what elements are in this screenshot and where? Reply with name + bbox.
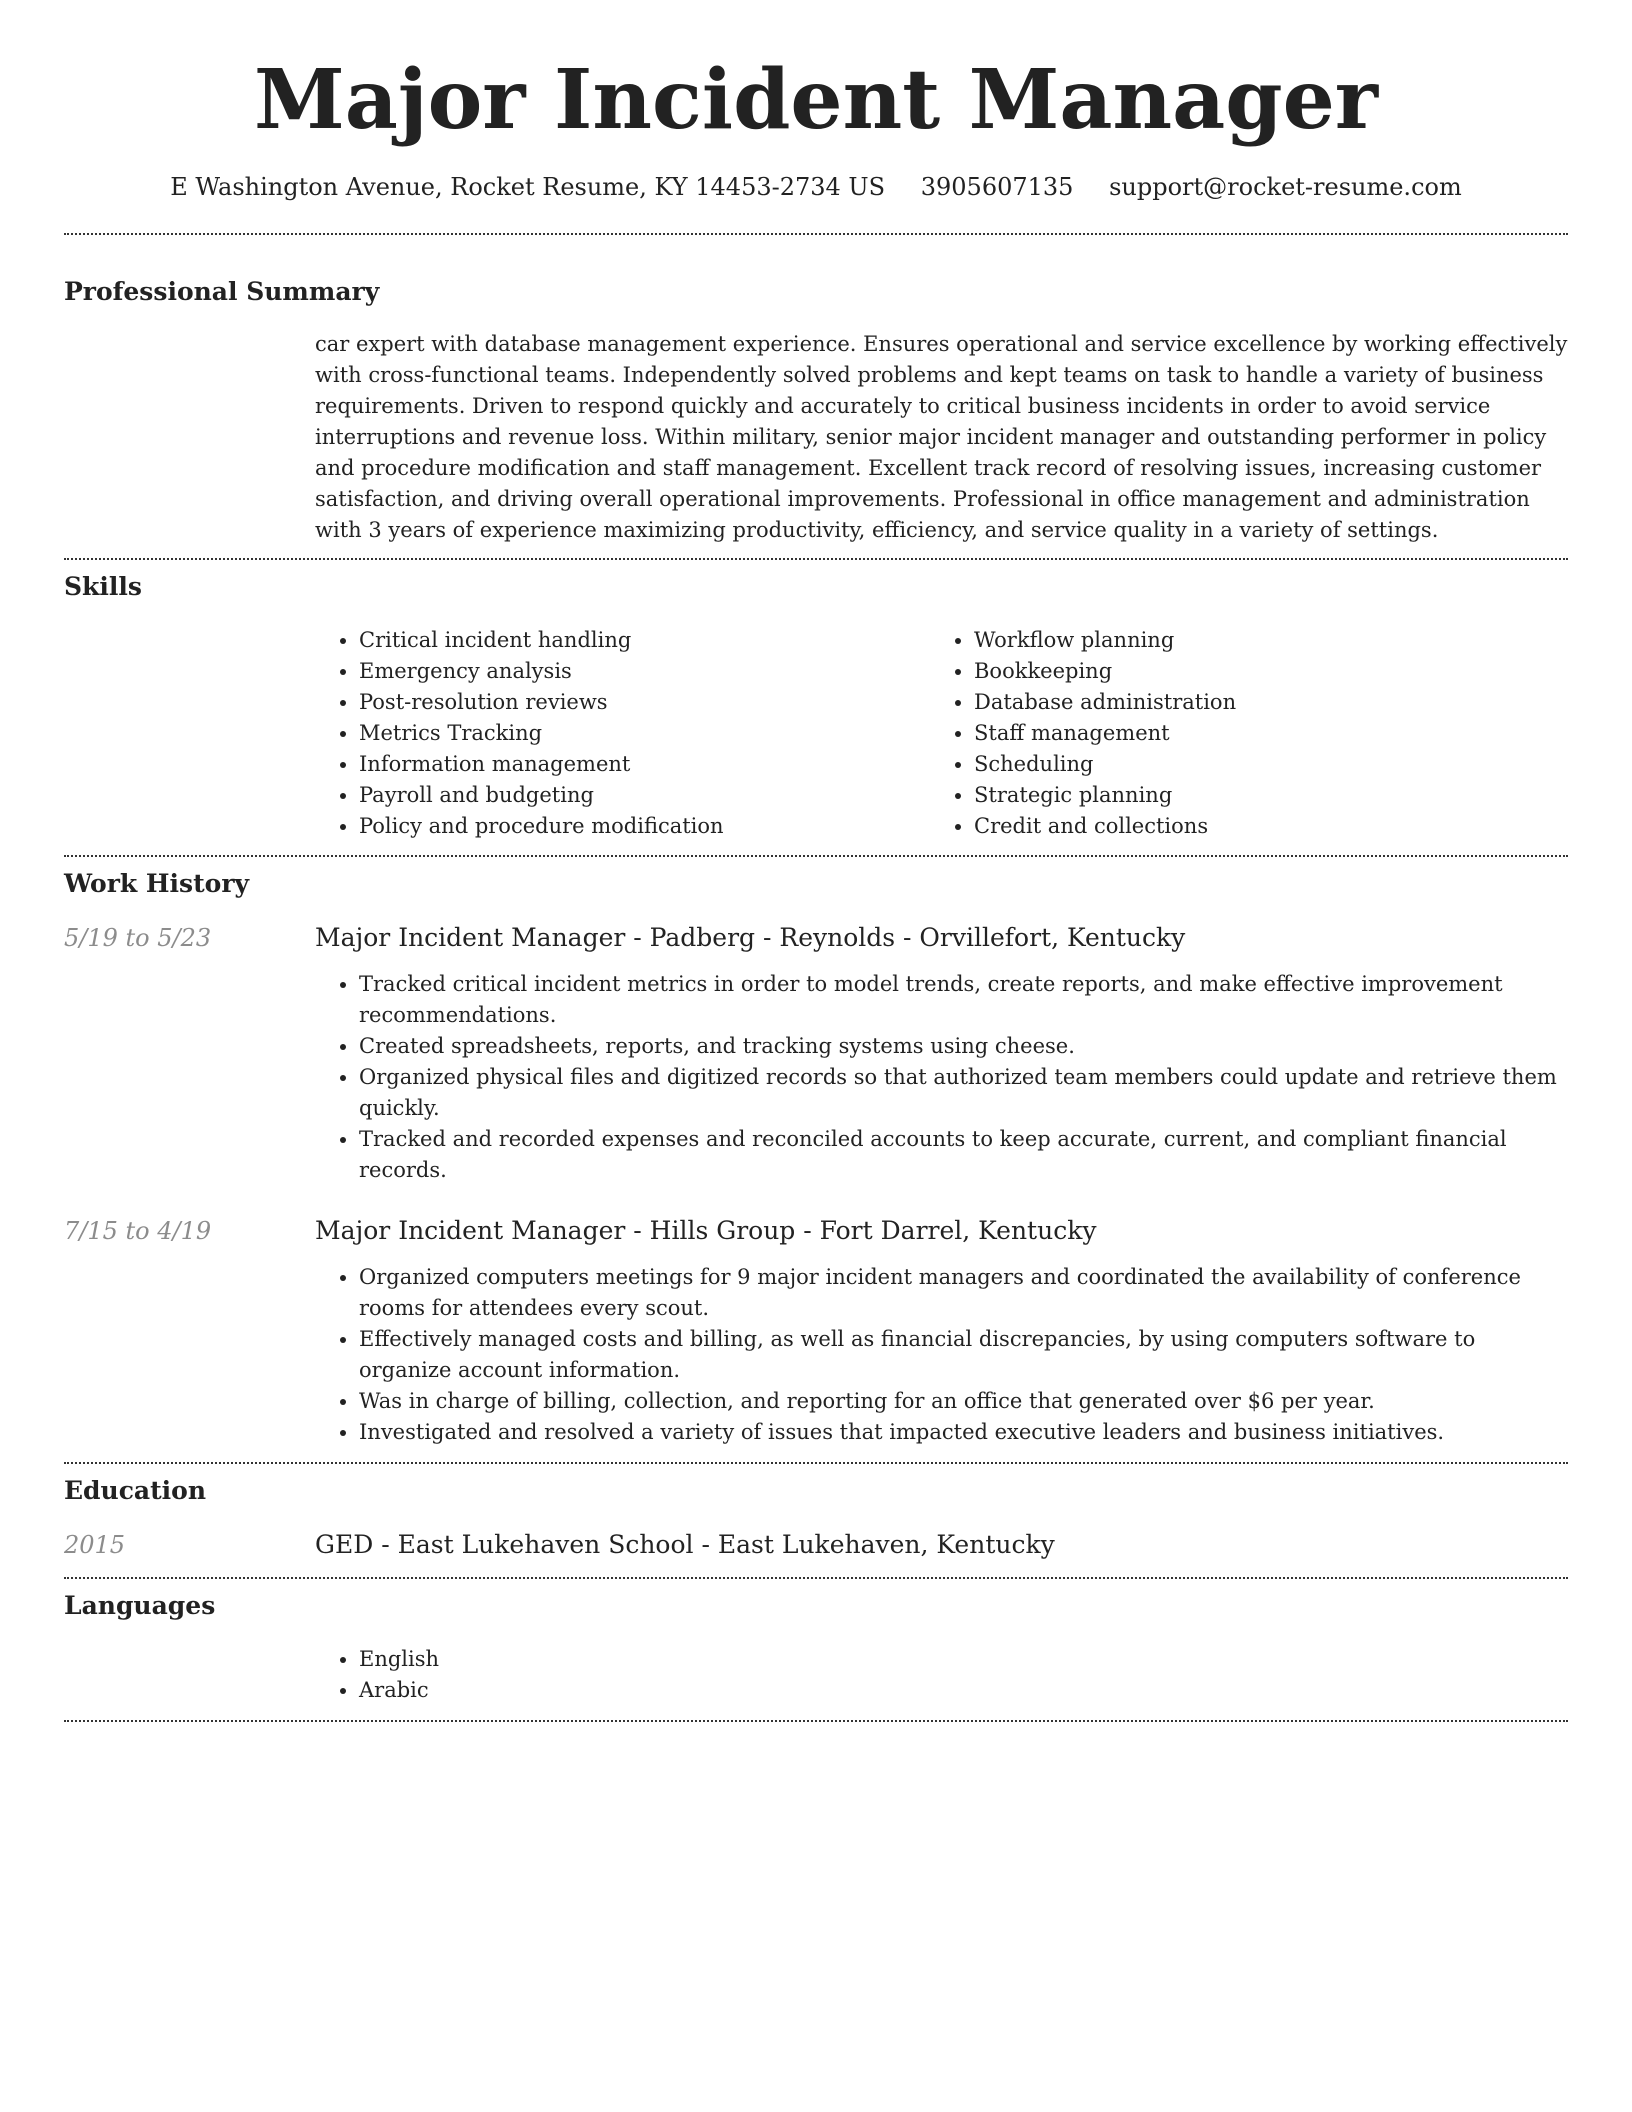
list-item: • Created spreadsheets, reports, and tracking systems using cheese. <box>359 1031 1568 1062</box>
job-entry <box>64 922 1568 1186</box>
contact-phone: 3905607135 <box>920 173 1074 202</box>
list-item: • Credit and collections <box>974 811 1545 842</box>
list-item: • Post-resolution reviews <box>359 687 930 718</box>
skills-columns <box>315 625 1568 842</box>
contact-address: E Washington Avenue, Rocket Resume, KY 14453-2734 US <box>170 173 886 202</box>
list-item: • Emergency analysis <box>359 656 930 687</box>
list-item: • Information management <box>359 749 930 780</box>
section-title-summary: Professional Summary <box>64 276 380 306</box>
list-item: • Staff management <box>974 718 1545 749</box>
divider <box>64 855 1568 857</box>
list-item: • Arabic <box>359 1675 1568 1706</box>
contact-email: support@rocket-resume.com <box>1109 173 1462 202</box>
list-item: • English <box>359 1644 1568 1675</box>
list-item: • Organized physical files and digitized records so that authorized team members could update and retrieve them quickly. <box>359 1062 1568 1124</box>
job-heading: Major Incident Manager - Hills Group - Fort Darrel, Kentucky <box>315 1215 1097 1245</box>
list-item: • Organized computers meetings for 9 major incident managers and coordinated the availability of conference rooms for attendees every scout. <box>359 1262 1568 1324</box>
job-bullets <box>315 1262 1568 1448</box>
languages-list <box>315 1644 1568 1706</box>
list-item: • Strategic planning <box>974 780 1545 811</box>
languages-section <box>64 1591 1568 1706</box>
resume-page <box>64 0 1568 1722</box>
list-item: • Effectively managed costs and billing, as well as financial discrepancies, by using computers software to organize account information. <box>359 1324 1568 1386</box>
list-item: • Metrics Tracking <box>359 718 930 749</box>
work-section <box>64 869 1568 1448</box>
list-item: • Tracked critical incident metrics in order to model trends, create reports, and make effective improvement recommendations. <box>359 969 1568 1031</box>
education-heading: GED - East Lukehaven School - East Lukehaven, Kentucky <box>315 1529 1055 1559</box>
section-title-languages: Languages <box>64 1590 216 1620</box>
job-body <box>315 1215 1568 1448</box>
list-item: • Policy and procedure modification <box>359 811 930 842</box>
list-item: • Tracked and recorded expenses and reconciled accounts to keep accurate, current, and compliant financial records. <box>359 1124 1568 1186</box>
education-section <box>64 1476 1568 1561</box>
divider <box>64 558 1568 560</box>
education-entry <box>64 1529 1568 1561</box>
section-title-work: Work History <box>64 868 250 898</box>
summary-section <box>64 277 1568 546</box>
divider <box>64 1577 1568 1579</box>
job-date: 5/19 to 5/23 <box>64 923 212 952</box>
contact-line <box>64 173 1568 202</box>
skills-list-right <box>930 625 1545 842</box>
section-title-education: Education <box>64 1475 207 1505</box>
job-bullets <box>315 969 1568 1186</box>
divider <box>64 1720 1568 1722</box>
list-item: • Was in charge of billing, collection, and reporting for an office that generated over $6 per year. <box>359 1386 1568 1417</box>
section-title-skills: Skills <box>64 571 142 601</box>
list-item: • Investigated and resolved a variety of issues that impacted executive leaders and business initiatives. <box>359 1417 1568 1448</box>
list-item: • Bookkeeping <box>974 656 1545 687</box>
job-date: 7/15 to 4/19 <box>64 1216 212 1245</box>
summary-text: car expert with database management experience. Ensures operational and service excellence by working effectively with cross-functional teams. Independently solved problems and kept teams on task to handle a variety of business requirements. Driven to respond quickly and accurately to critical business incidents in order to avoid service interruptions and revenue loss. Within military, senior major incident manager and outstanding performer in policy and procedure modification and staff management. Excellent track record of resolving issues, increasing customer satisfaction, and driving overall operational improvements. Professional in office management and administration with 3 years of experience maximizing productivity, efficiency, and service quality in a variety of settings. <box>315 331 1568 542</box>
languages-content <box>315 1644 1568 1706</box>
job-body <box>315 922 1568 1186</box>
job-entry <box>64 1215 1568 1448</box>
job-heading: Major Incident Manager - Padberg - Reynolds - Orvillefort, Kentucky <box>315 922 1186 952</box>
divider <box>64 1462 1568 1464</box>
skills-section <box>64 572 1568 842</box>
divider <box>64 233 1568 235</box>
list-item: • Database administration <box>974 687 1545 718</box>
skills-list-left <box>315 625 930 842</box>
list-item: • Payroll and budgeting <box>359 780 930 811</box>
list-item: • Scheduling <box>974 749 1545 780</box>
list-item: • Workflow planning <box>974 625 1545 656</box>
resume-name: Major Incident Manager <box>254 52 1378 148</box>
education-date: 2015 <box>64 1530 126 1559</box>
education-body <box>315 1529 1568 1561</box>
list-item: • Critical incident handling <box>359 625 930 656</box>
